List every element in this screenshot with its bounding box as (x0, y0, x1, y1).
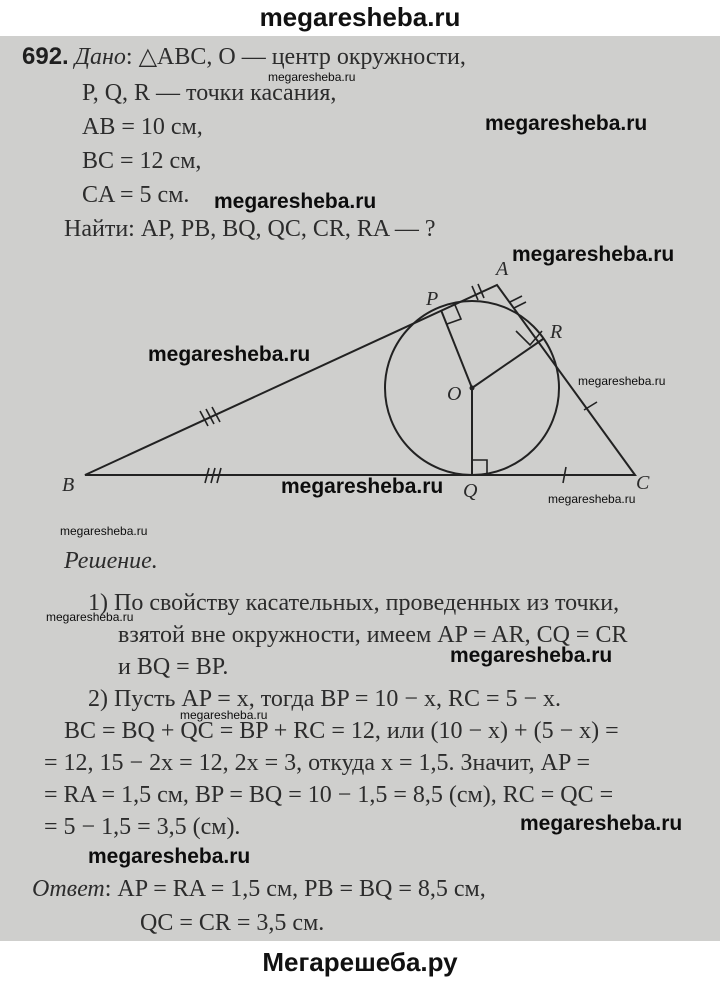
center-o-dot (470, 386, 475, 391)
label-r: R (550, 321, 563, 343)
problem-number: 692. (22, 43, 69, 70)
answer-label: Ответ (32, 876, 105, 902)
solution-step2-line4: = RA = 1,5 см, BP = BQ = 10 − 1,5 = 8,5 (см), RC = QC = (44, 782, 614, 808)
watermark-large: megaresheba.ru (450, 644, 613, 667)
solution-step2-line2: BC = BQ + QC = BP + RC = 12, или (10 − x) + (5 − x) = (64, 718, 619, 744)
watermark-small: megaresheba.ru (46, 610, 134, 624)
given-line2: P, Q, R — точки касания, (82, 80, 337, 106)
right-angle-q-icon (472, 460, 487, 475)
radius-or (472, 339, 543, 388)
watermark-large: megaresheba.ru (214, 190, 377, 213)
watermark-small: megaresheba.ru (548, 492, 636, 506)
radius-op (441, 310, 472, 388)
solution-step1-line3: и BQ = BP. (118, 654, 229, 680)
solution-heading: Решение. (64, 548, 158, 574)
find-line: Найти: AP, PB, BQ, QC, CR, RA — ? (64, 216, 436, 242)
site-footer-title: Мегарешеба.ру (0, 941, 720, 983)
given-line1-text: : △ABC, O — центр окружности, (125, 44, 466, 70)
solution-step2-line5: = 5 − 1,5 = 3,5 (см). (44, 814, 241, 840)
given-label: Дано (74, 44, 126, 70)
triangle-abc (85, 285, 635, 475)
answer-line2: QC = CR = 3,5 см. (140, 910, 325, 936)
watermark-large: megaresheba.ru (148, 343, 311, 366)
watermark-small: megaresheba.ru (578, 374, 666, 388)
watermark-large: megaresheba.ru (512, 243, 675, 266)
label-c: C (636, 472, 650, 494)
solution-step2-line3: = 12, 15 − 2x = 12, 2x = 3, откуда x = 1,5. Значит, AP = (44, 750, 590, 776)
site-header-title: megaresheba.ru (0, 0, 720, 36)
solution-step2-line1: 2) Пусть AP = x, тогда BP = 10 − x, RC = 5 − x. (88, 686, 562, 712)
given-line5: CA = 5 см. (82, 182, 190, 208)
watermark-large: megaresheba.ru (485, 112, 648, 135)
label-b: B (62, 474, 75, 496)
label-o: O (447, 383, 462, 405)
answer-line1-text: : AP = RA = 1,5 см, PB = BQ = 8,5 см, (104, 876, 486, 902)
watermark-small: megaresheba.ru (180, 708, 268, 722)
watermark-large: megaresheba.ru (520, 812, 683, 835)
watermark-large: megaresheba.ru (88, 845, 251, 868)
watermark-small: megaresheba.ru (268, 70, 356, 84)
given-line3: AB = 10 см, (82, 114, 203, 140)
solution-step1-line2: взятой вне окружности, имеем AP = AR, CQ = CR (118, 622, 628, 648)
given-line4: BC = 12 см, (82, 148, 202, 174)
watermark-large: megaresheba.ru (281, 475, 444, 498)
label-q: Q (463, 480, 478, 502)
answer-line1 (32, 876, 486, 903)
label-p: P (426, 288, 439, 310)
watermark-small: megaresheba.ru (60, 524, 148, 538)
solution-step1-line1: 1) По свойству касательных, проведенных из точки, (88, 590, 620, 616)
label-a: A (496, 258, 509, 280)
